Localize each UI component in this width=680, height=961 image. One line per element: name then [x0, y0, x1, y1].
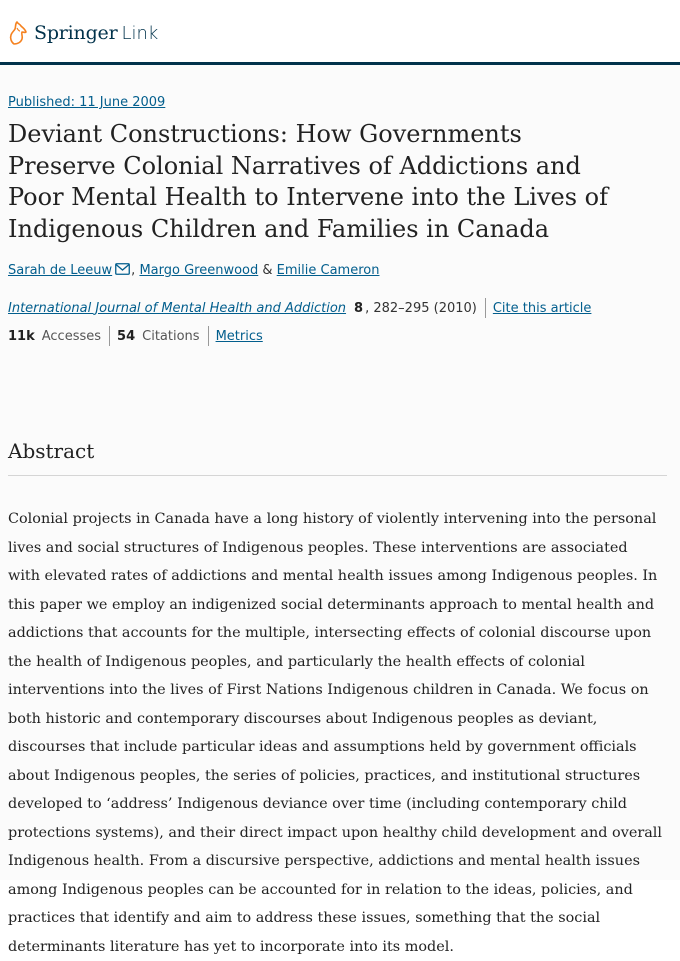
divider [208, 326, 209, 346]
citations-count: 54 [117, 328, 136, 344]
accesses-count: 11k [8, 328, 35, 344]
author-link-margo-greenwood[interactable]: Margo Greenwood [139, 263, 259, 278]
author-separator: , [131, 263, 136, 278]
journal-volume: 8 [354, 300, 364, 316]
published-date-link[interactable]: Published: 11 June 2009 [8, 95, 166, 110]
article-title: Deviant Constructions: How Governments Preserve Colonial Narratives of Addictions and Poor Mental Health to Intervene into the Lives of Indigenous Children and Families in Canada [8, 120, 608, 244]
accesses-label: Accesses [41, 328, 102, 344]
brand-name: Springer [34, 22, 118, 44]
citations-label: Citations [142, 328, 200, 344]
abstract-divider [8, 475, 667, 476]
springer-link-logo[interactable] [8, 20, 158, 46]
divider [485, 298, 486, 318]
brand-suffix: Link [121, 22, 159, 44]
author-link-sarah-de-leeuw[interactable]: Sarah de Leeuw [8, 263, 113, 278]
email-icon[interactable] [115, 263, 130, 275]
journal-citation [8, 298, 591, 318]
springer-horse-icon [8, 20, 30, 46]
article-main [0, 65, 680, 955]
abstract-heading: Abstract [8, 439, 95, 463]
cite-this-article-link[interactable]: Cite this article [492, 300, 592, 316]
metrics-link[interactable]: Metrics [215, 328, 263, 344]
journal-pages: , 282–295 (2010) [365, 300, 477, 316]
abstract-text: Colonial projects in Canada have a long history of violently intervening into the personal lives and social structures of Indigenous peoples. These interventions are associated with elevated rates of addictions and mental health issues among Indigenous peoples. In this paper we employ an indigenized social determinants approach to mental health and addictions that accounts for the multiple, intersecting effects of colonial discourse upon the health of Indigenous peoples, and particularly the health effects of colonial interventions into the lives of First Nations Indigenous children in Canada. We focus on both historic and contemporary discourses about Indigenous peoples as deviant, discourses that include particular ideas and assumptions held by government officials about Indigenous peoples, the series of policies, practices, and institutional structures developed to ‘address’ Indigenous deviance over time (including contemporary child protections systems), and their direct impact upon healthy child development and overall Indigenous health. From a discursive perspective, addictions and mental health issues among Indigenous peoples can be accounted for in relation to the ideas, policies, and practices that identify and aim to address these issues, something that the social determinants literature has yet to incorporate into its model. [8, 511, 663, 955]
article-metrics [8, 326, 263, 346]
site-header [0, 0, 680, 65]
author-and: & [262, 263, 273, 278]
author-list [8, 263, 379, 278]
journal-link[interactable]: International Journal of Mental Health and Addiction [8, 300, 347, 316]
author-link-emilie-cameron[interactable]: Emilie Cameron [276, 263, 380, 278]
divider [109, 326, 110, 346]
